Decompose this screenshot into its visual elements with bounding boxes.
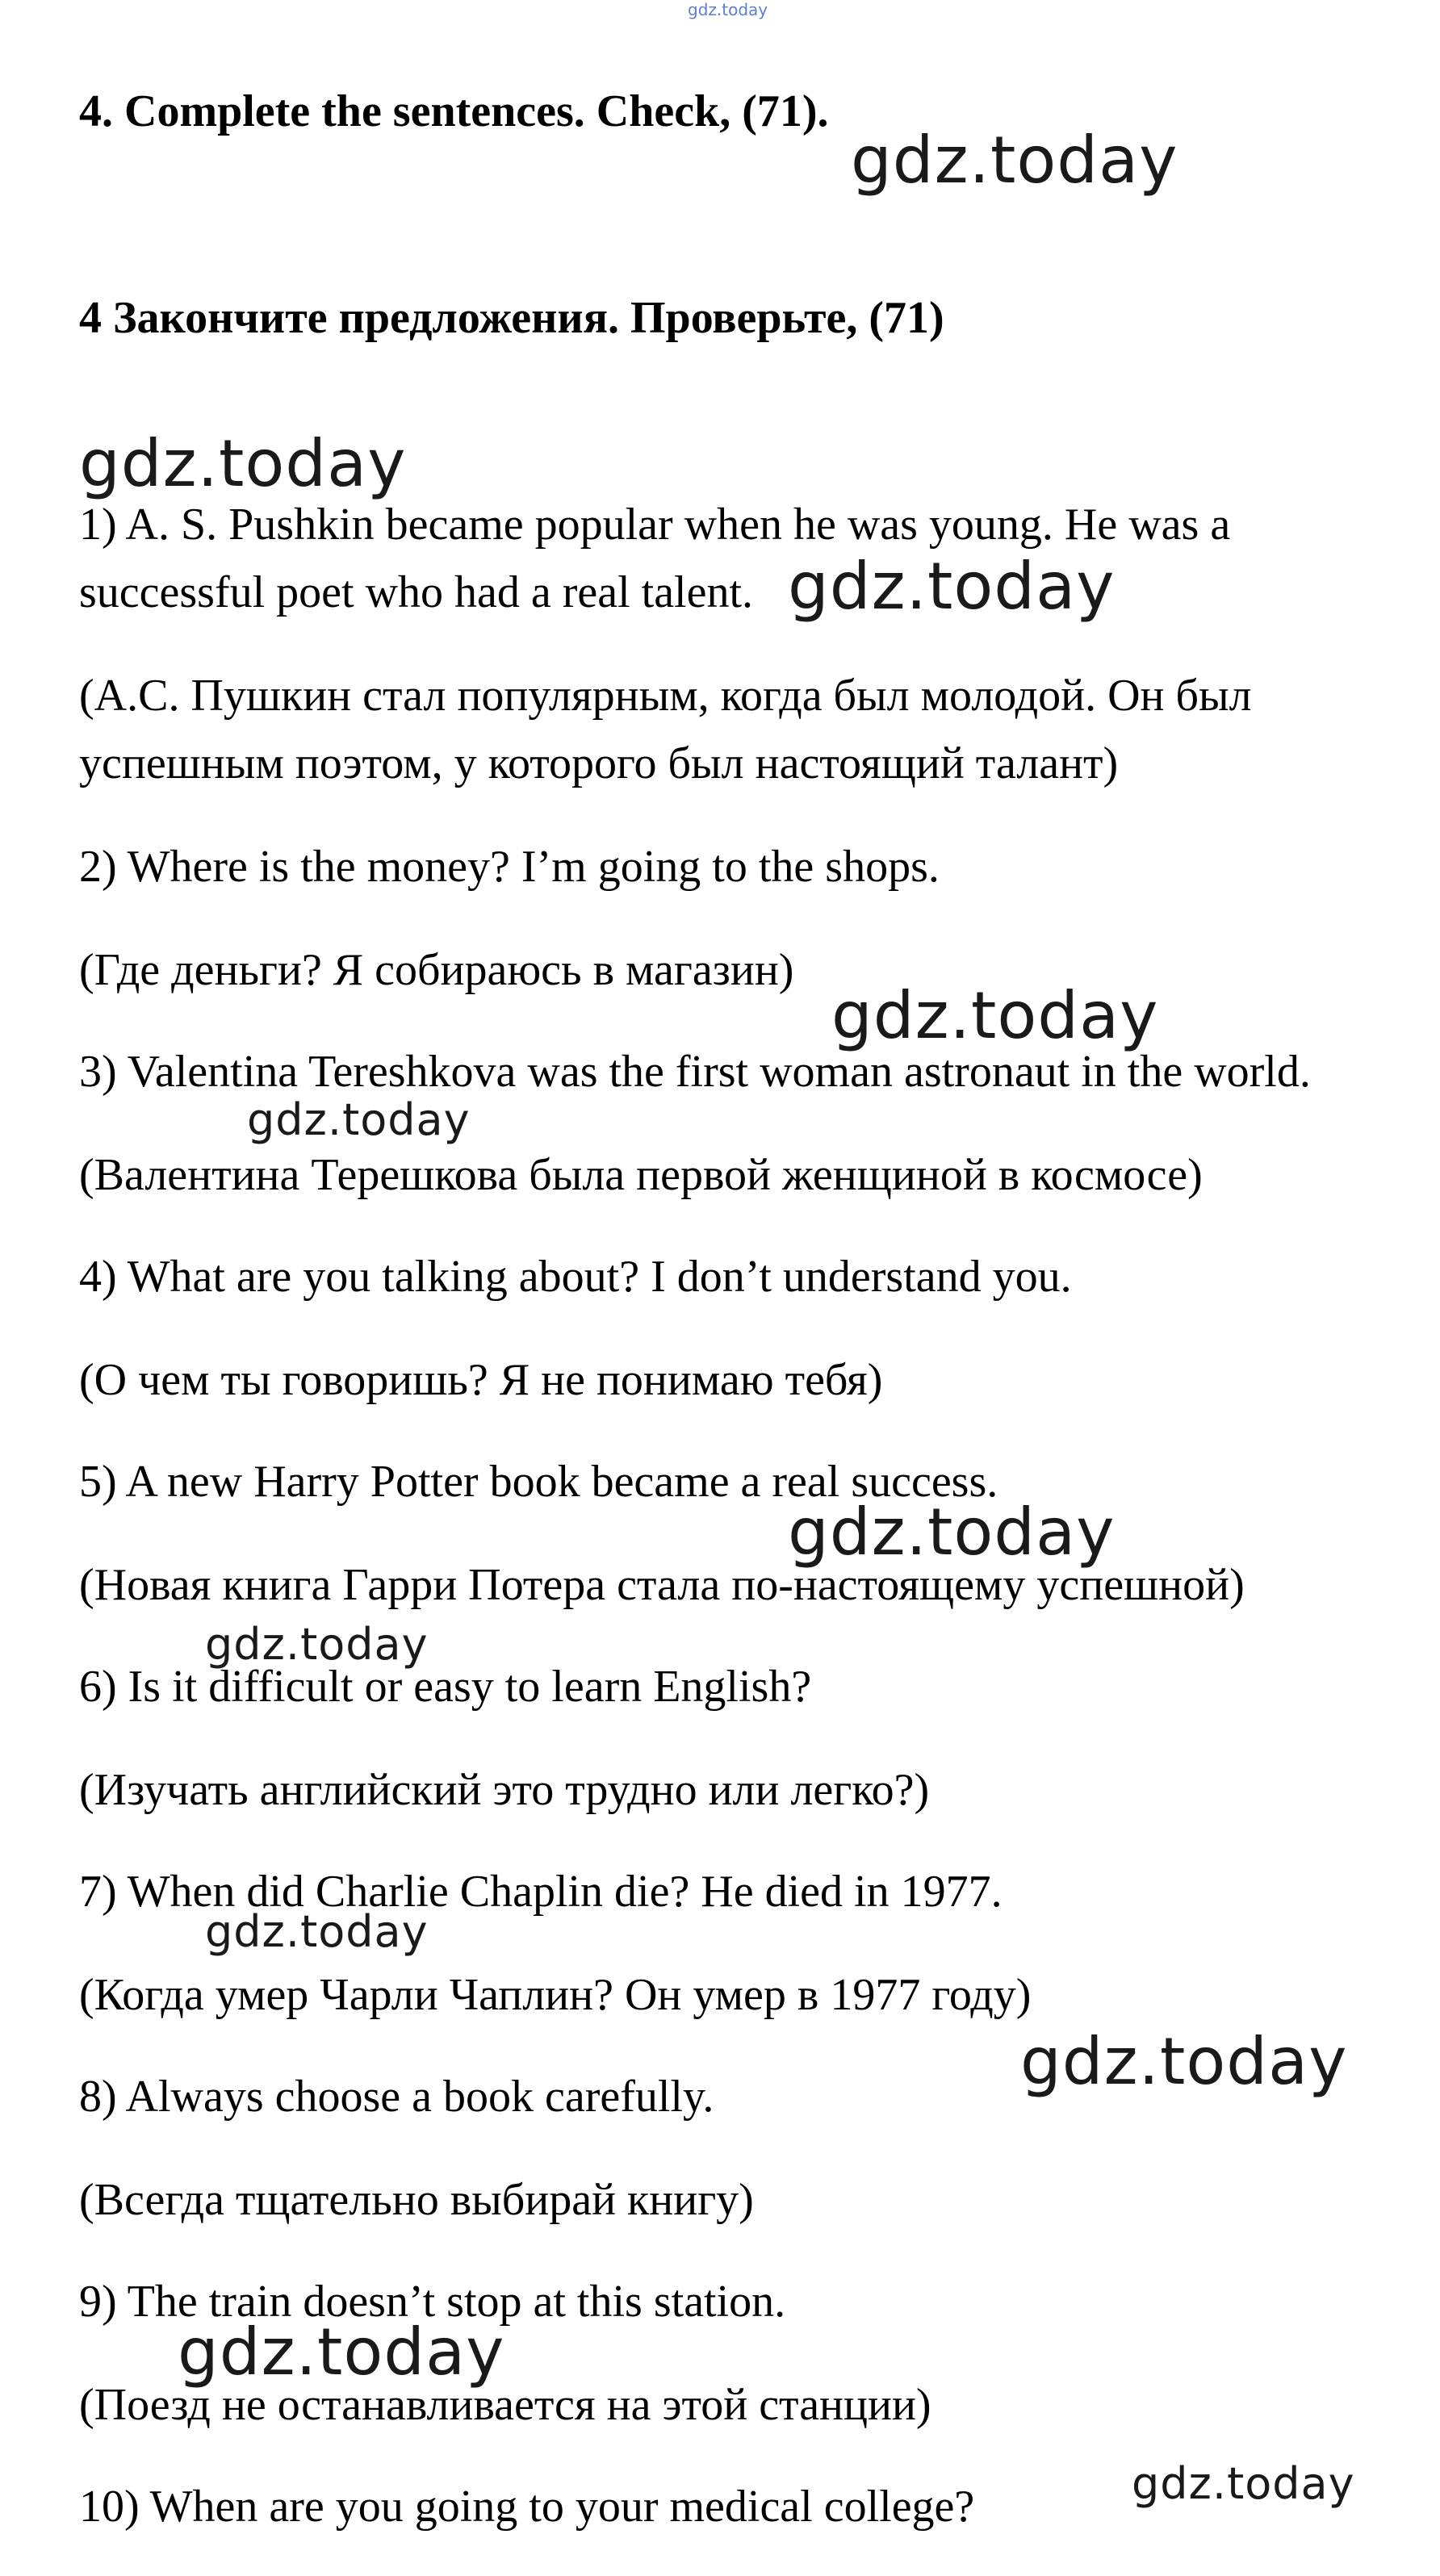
heading-russian: 4 Закончите предложения. Проверьте, (71) (79, 293, 944, 343)
watermark-top: gdz.today (688, 0, 768, 19)
watermark: gdz.today (788, 1495, 1116, 1570)
item-2-russian: (Где деньги? Я собираюсь в магазин) (79, 945, 794, 995)
watermark: gdz.today (247, 1094, 471, 1145)
item-1-russian-line-1: (А.С. Пушкин стал популярным, когда был молодой. Он был (79, 671, 1252, 721)
item-4-russian: (О чем ты говоришь? Я не понимаю тебя) (79, 1355, 883, 1405)
item-8-russian: (Всегда тщательно выбирай книгу) (79, 2175, 754, 2225)
item-4-english: 4) What are you talking about? I don’t understand you. (79, 1252, 1072, 1302)
watermark: gdz.today (831, 978, 1159, 1053)
item-3-english: 3) Valentina Tereshkova was the first woman astronaut in the world. (79, 1047, 1311, 1097)
item-2-english: 2) Where is the money? I’m going to the shops. (79, 842, 940, 892)
watermark: gdz.today (178, 2315, 505, 2390)
watermark: gdz.today (788, 549, 1116, 624)
item-1-russian-line-2: успешным поэтом, у которого был настоящий талант) (79, 738, 1119, 788)
item-10-english: 10) When are you going to your medical college? (79, 2482, 975, 2532)
item-8-english: 8) Always choose a book carefully. (79, 2072, 714, 2122)
item-3-russian: (Валентина Терешкова была первой женщиной в космосе) (79, 1150, 1203, 1200)
watermark: gdz.today (205, 1906, 429, 1957)
item-9-english: 9) The train doesn’t stop at this station. (79, 2277, 786, 2327)
item-6-english: 6) Is it difficult or easy to learn English? (79, 1662, 812, 1712)
heading-english: 4. Complete the sentences. Check, (71). (79, 86, 829, 136)
watermark: gdz.today (1020, 2024, 1348, 2099)
item-7-english: 7) When did Charlie Chaplin die? He died in 1977. (79, 1867, 1003, 1917)
item-1-english-line-1: 1) A. S. Pushkin became popular when he was young. He was a (79, 500, 1231, 550)
watermark: gdz.today (851, 123, 1178, 198)
item-7-russian: (Когда умер Чарли Чаплин? Он умер в 1977 году) (79, 1970, 1032, 2020)
watermark: gdz.today (79, 426, 407, 501)
item-5-russian: (Новая книга Гарри Потера стала по-настоящему успешной) (79, 1560, 1245, 1610)
watermark: gdz.today (205, 1619, 429, 1670)
item-5-english: 5) A new Harry Potter book became a real success. (79, 1457, 998, 1507)
watermark: gdz.today (1132, 2458, 1355, 2509)
item-6-russian: (Изучать английский это трудно или легко?) (79, 1765, 930, 1815)
item-1-english-line-2: successful poet who had a real talent. (79, 567, 754, 617)
item-9-russian: (Поезд не останавливается на этой станции) (79, 2380, 931, 2430)
